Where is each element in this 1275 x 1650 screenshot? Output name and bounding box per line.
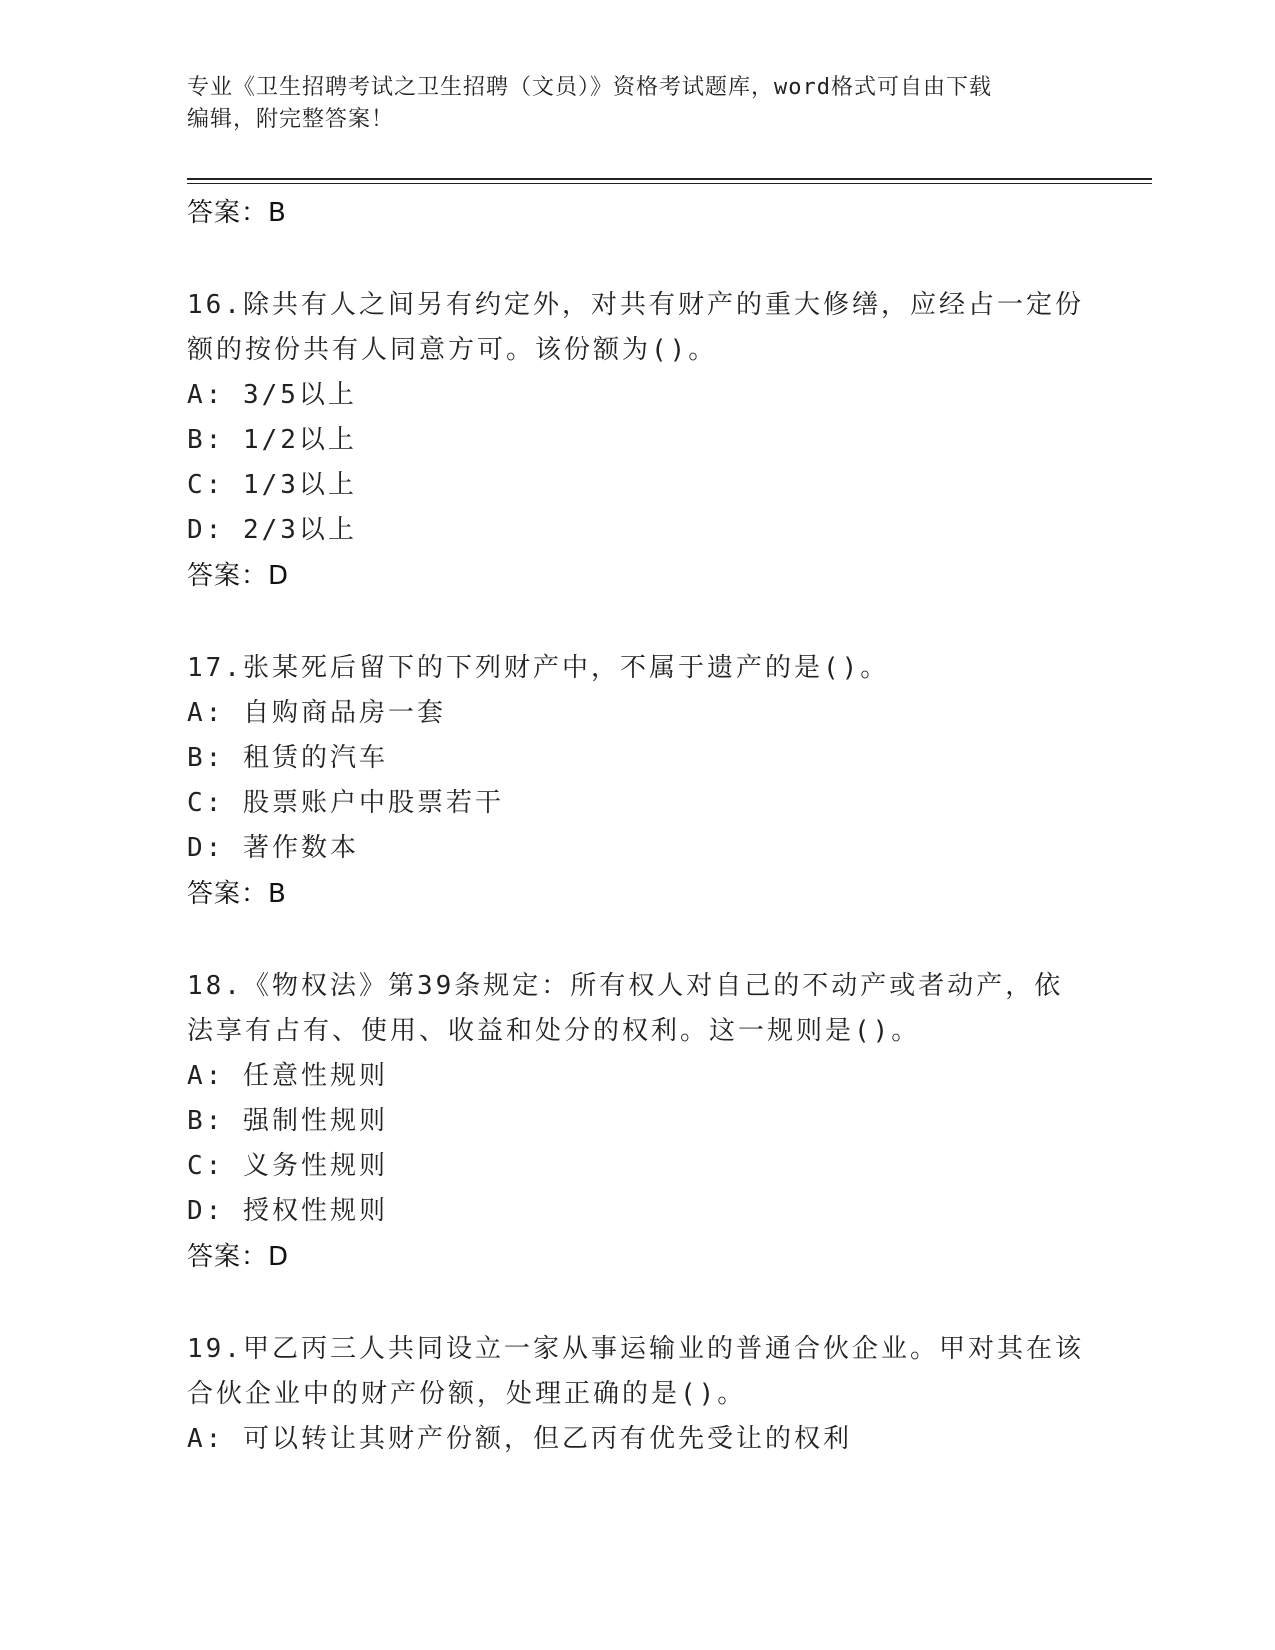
- question-stem: 17.张某死后留下的下列财产中，不属于遗产的是()。: [187, 653, 890, 683]
- question-answer: 答案：D: [187, 1242, 290, 1272]
- option-c: C: 义务性规则: [187, 1151, 388, 1181]
- question-list: [187, 190, 1087, 1509]
- question-19: [187, 1327, 1087, 1462]
- option-b: B: 强制性规则: [187, 1106, 388, 1136]
- question-stem: 16.除共有人之间另有约定外，对共有财产的重大修缮，应经占一定份额的按份共有人同意方可。该份额为()。: [187, 290, 1084, 365]
- option-a: A: 任意性规则: [187, 1061, 388, 1091]
- question-16: [187, 283, 1087, 599]
- question-18: [187, 964, 1087, 1280]
- option-a: A: 自购商品房一套: [187, 698, 446, 728]
- previous-answer: 答案：B: [187, 198, 287, 228]
- question-17: [187, 646, 1087, 917]
- question-answer: 答案：B: [187, 879, 287, 909]
- option-d: D: 著作数本: [187, 833, 359, 863]
- option-b: B: 租赁的汽车: [187, 743, 388, 773]
- question-answer: 答案：D: [187, 561, 290, 591]
- header-line-2: 编辑，附完整答案！: [187, 107, 395, 132]
- option-c: C: 1/3以上: [187, 470, 357, 500]
- question-stem: 18.《物权法》第39条规定：所有权人对自己的不动产或者动产，依法享有占有、使用、收益和处分的权利。这一规则是()。: [187, 971, 1064, 1046]
- page-header: [187, 72, 1087, 136]
- header-rule-thin: [187, 183, 1152, 184]
- option-b: B: 1/2以上: [187, 425, 357, 455]
- option-a: A: 可以转让其财产份额，但乙丙有优先受让的权利: [187, 1424, 852, 1454]
- question-stem: 19.甲乙丙三人共同设立一家从事运输业的普通合伙企业。甲对其在该合伙企业中的财产份额，处理正确的是()。: [187, 1334, 1084, 1409]
- header-rule-thick: [187, 178, 1152, 180]
- header-line-1: 专业《卫生招聘考试之卫生招聘（文员）》资格考试题库，word格式可自由下载: [187, 75, 992, 100]
- option-c: C: 股票账户中股票若干: [187, 788, 504, 818]
- option-a: A: 3/5以上: [187, 380, 357, 410]
- option-d: D: 授权性规则: [187, 1196, 388, 1226]
- option-d: D: 2/3以上: [187, 515, 357, 545]
